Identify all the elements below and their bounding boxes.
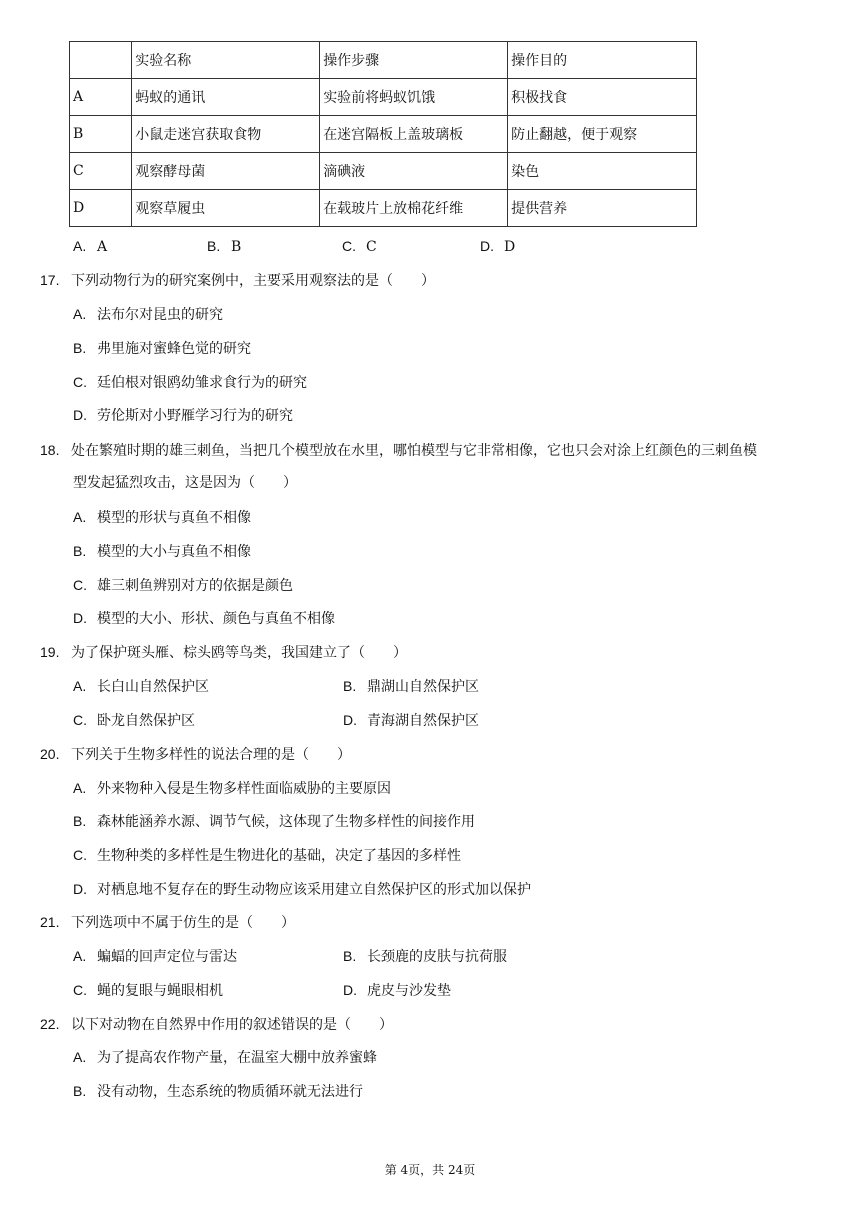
table-header-cell: 操作目的 xyxy=(508,42,697,79)
table-cell: 观察草履虫 xyxy=(132,190,320,227)
q21-option-d: D. 虎皮与沙发垫 xyxy=(343,982,451,999)
question-19-stem: 19. 为了保护斑头雁、棕头鸥等鸟类，我国建立了（ ） xyxy=(40,644,407,661)
q16-option-a: A. A xyxy=(73,238,108,255)
page-footer: 第 4页，共 24页 xyxy=(384,1163,476,1177)
table-cell: A xyxy=(70,79,132,116)
q21-option-b: B. 长颈鹿的皮肤与抗荷服 xyxy=(343,948,507,965)
table-row xyxy=(70,190,697,227)
q18-option-c: C. 雄三刺鱼辨别对方的依据是颜色 xyxy=(73,577,293,594)
q19-option-b: B. 鼎湖山自然保护区 xyxy=(343,678,479,695)
q22-option-b: B. 没有动物，生态系统的物质循环就无法进行 xyxy=(73,1083,363,1100)
table-cell: 在迷宫隔板上盖玻璃板 xyxy=(320,116,508,153)
table-row xyxy=(70,79,697,116)
table-header-cell: 操作步骤 xyxy=(320,42,508,79)
question-20-stem: 20. 下列关于生物多样性的说法合理的是（ ） xyxy=(40,746,351,763)
q20-option-d: D. 对栖息地不复存在的野生动物应该采用建立自然保护区的形式加以保护 xyxy=(73,881,531,898)
question-22-stem: 22. 以下对动物在自然界中作用的叙述错误的是（ ） xyxy=(40,1016,393,1033)
table-cell: 提供营养 xyxy=(508,190,697,227)
table-cell: 积极找食 xyxy=(508,79,697,116)
table-cell: 观察酵母菌 xyxy=(132,153,320,190)
table-header-cell xyxy=(70,42,132,79)
question-17-stem: 17. 下列动物行为的研究案例中，主要采用观察法的是（ ） xyxy=(40,272,435,289)
table-cell: 在载玻片上放棉花纤维 xyxy=(320,190,508,227)
q18-option-d: D. 模型的大小、形状、颜色与真鱼不相像 xyxy=(73,610,335,627)
q20-option-c: C. 生物种类的多样性是生物进化的基础，决定了基因的多样性 xyxy=(73,847,461,864)
q16-option-c: C. C xyxy=(342,238,377,255)
table-row xyxy=(70,116,697,153)
table-cell: 小鼠走迷宫获取食物 xyxy=(132,116,320,153)
q21-option-c: C. 蝇的复眼与蝇眼相机 xyxy=(73,982,223,999)
q16-option-d: D. D xyxy=(480,238,516,255)
table-cell: D xyxy=(70,190,132,227)
q17-option-c: C. 廷伯根对银鸥幼雏求食行为的研究 xyxy=(73,374,307,391)
table-header-cell: 实验名称 xyxy=(132,42,320,79)
q17-option-a: A. 法布尔对昆虫的研究 xyxy=(73,306,223,323)
q19-option-c: C. 卧龙自然保护区 xyxy=(73,712,195,729)
q17-option-d: D. 劳伦斯对小野雁学习行为的研究 xyxy=(73,407,293,424)
table-cell: 滴碘液 xyxy=(320,153,508,190)
table-cell: 染色 xyxy=(508,153,697,190)
q20-option-b: B. 森林能涵养水源、调节气候，这体现了生物多样性的间接作用 xyxy=(73,813,475,830)
table-cell: 防止翻越，便于观察 xyxy=(508,116,697,153)
question-18-stem-cont: 型发起猛烈攻击，这是因为（ ） xyxy=(73,475,297,491)
table-cell: C xyxy=(70,153,132,190)
q21-option-a: A. 蝙蝠的回声定位与雷达 xyxy=(73,948,237,965)
q18-option-a: A. 模型的形状与真鱼不相像 xyxy=(73,509,251,526)
question-18-stem: 18. 处在繁殖时期的雄三刺鱼，当把几个模型放在水里，哪怕模型与它非常相像，它也只会对涂上红颜色的三刺鱼模 xyxy=(40,442,757,459)
table-cell: 蚂蚁的通讯 xyxy=(132,79,320,116)
q22-option-a: A. 为了提高农作物产量，在温室大棚中放养蜜蜂 xyxy=(73,1049,377,1066)
q20-option-a: A. 外来物种入侵是生物多样性面临威胁的主要原因 xyxy=(73,780,391,797)
q19-option-d: D. 青海湖自然保护区 xyxy=(343,712,479,729)
q19-option-a: A. 长白山自然保护区 xyxy=(73,678,209,695)
table-cell: B xyxy=(70,116,132,153)
table-cell: 实验前将蚂蚁饥饿 xyxy=(320,79,508,116)
table-row xyxy=(70,153,697,190)
q16-option-b: B. B xyxy=(207,238,242,255)
question-21-stem: 21. 下列选项中不属于仿生的是（ ） xyxy=(40,914,295,931)
q18-option-b: B. 模型的大小与真鱼不相像 xyxy=(73,543,251,560)
q17-option-b: B. 弗里施对蜜蜂色觉的研究 xyxy=(73,340,251,357)
experiment-table xyxy=(69,41,697,227)
table-header-row xyxy=(70,42,697,79)
